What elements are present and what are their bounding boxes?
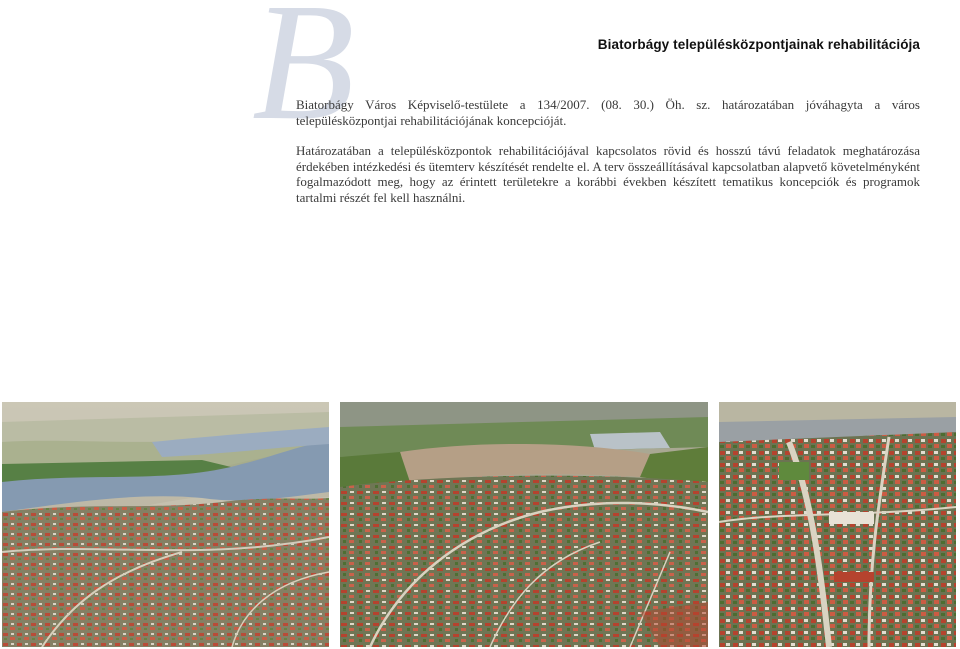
aerial-photo-main-street [719,402,956,647]
aerial-photo-town-center-image [340,402,708,647]
aerial-photo-main-street-image [719,402,956,647]
paragraph-intro: Biatorbágy Város Képviselő-testülete a 134/2007. (08. 30.) Öh. sz. határozatában jóváhagyta a város településközpontjai rehabilitációjának koncepcióját. [296,97,920,128]
drop-cap-letter: B [252,0,355,155]
aerial-photo-lake-town-image [2,402,329,647]
paragraph-main: Határozatában a településközpontok rehabilitációjával kapcsolatos rövid és hosszú távú feladatok meghatározása érdekében intézkedési és ütemterv készítését rendelte el. A terv összeállításával kapcsolatban alapvető követelményként fogalmazódott meg, hogy az érintett területekre a korábbi években készített tematikus koncepciók és programok tartalmi részét fel kell használni. [296,143,920,205]
page-title: Biatorbágy településközpontjainak rehabilitációja [597,37,920,52]
aerial-photo-town-center [340,402,708,647]
aerial-photo-lake-town [2,402,329,647]
